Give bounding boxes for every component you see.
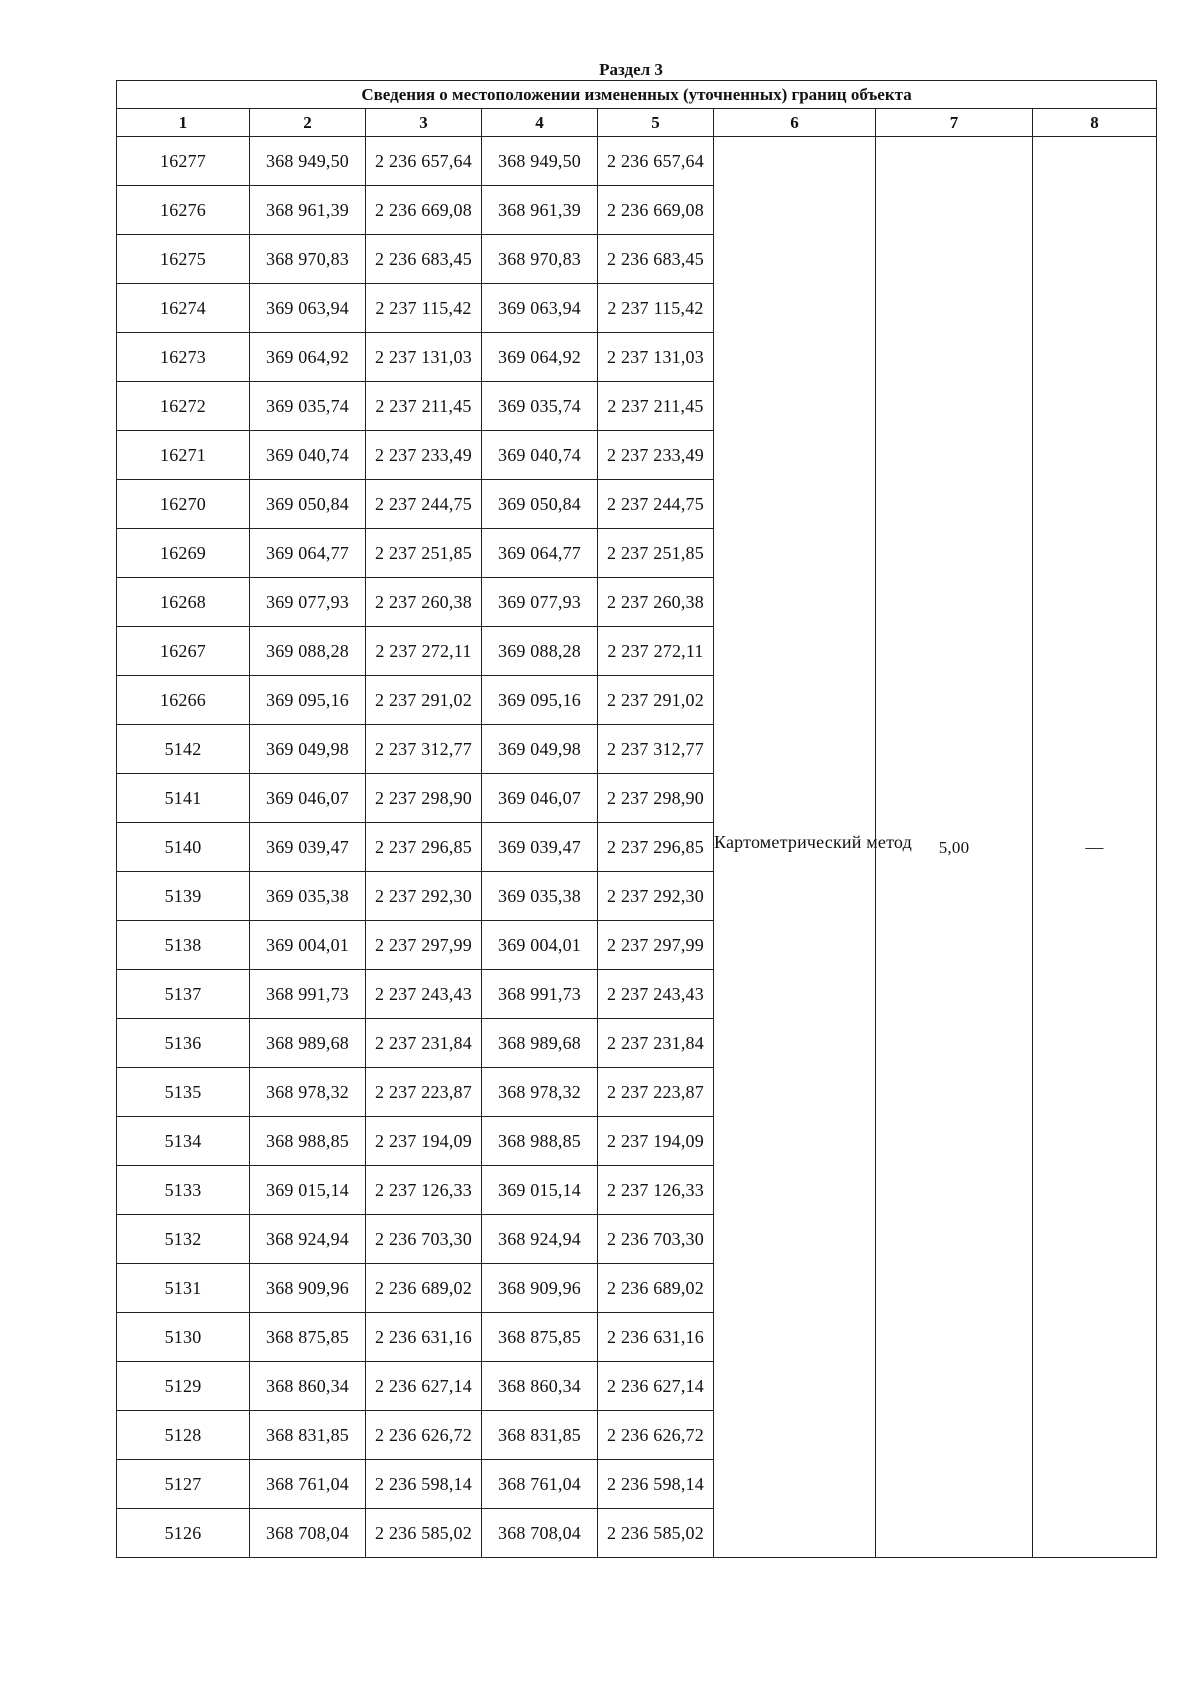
column-number: 7 (876, 109, 1033, 137)
y-existing-cell: 2 237 223,87 (366, 1068, 482, 1117)
y-refined-cell: 2 237 244,75 (598, 480, 714, 529)
y-existing-cell: 2 236 703,30 (366, 1215, 482, 1264)
y-refined-cell: 2 237 292,30 (598, 872, 714, 921)
y-existing-cell: 2 237 312,77 (366, 725, 482, 774)
y-refined-cell: 2 236 598,14 (598, 1460, 714, 1509)
y-refined-cell: 2 237 297,99 (598, 921, 714, 970)
x-existing-cell: 369 004,01 (250, 921, 366, 970)
y-existing-cell: 2 236 657,64 (366, 137, 482, 186)
y-existing-cell: 2 236 631,16 (366, 1313, 482, 1362)
point-number-cell: 5133 (117, 1166, 250, 1215)
column-number: 1 (117, 109, 250, 137)
x-refined-cell: 369 015,14 (482, 1166, 598, 1215)
y-existing-cell: 2 237 260,38 (366, 578, 482, 627)
point-number-cell: 5126 (117, 1509, 250, 1558)
x-refined-cell: 369 035,74 (482, 382, 598, 431)
point-number-cell: 16272 (117, 382, 250, 431)
column-number: 8 (1033, 109, 1157, 137)
x-existing-cell: 369 015,14 (250, 1166, 366, 1215)
x-refined-cell: 369 064,92 (482, 333, 598, 382)
x-existing-cell: 369 049,98 (250, 725, 366, 774)
x-existing-cell: 368 909,96 (250, 1264, 366, 1313)
x-refined-cell: 369 050,84 (482, 480, 598, 529)
y-existing-cell: 2 237 126,33 (366, 1166, 482, 1215)
y-existing-cell: 2 237 251,85 (366, 529, 482, 578)
y-refined-cell: 2 236 631,16 (598, 1313, 714, 1362)
column-number: 5 (598, 109, 714, 137)
y-existing-cell: 2 236 585,02 (366, 1509, 482, 1558)
column-number: 3 (366, 109, 482, 137)
y-existing-cell: 2 237 194,09 (366, 1117, 482, 1166)
y-refined-cell: 2 237 296,85 (598, 823, 714, 872)
y-existing-cell: 2 237 131,03 (366, 333, 482, 382)
x-refined-cell: 369 077,93 (482, 578, 598, 627)
y-existing-cell: 2 237 211,45 (366, 382, 482, 431)
y-refined-cell: 2 237 243,43 (598, 970, 714, 1019)
y-existing-cell: 2 237 244,75 (366, 480, 482, 529)
x-refined-cell: 369 046,07 (482, 774, 598, 823)
x-existing-cell: 369 077,93 (250, 578, 366, 627)
x-refined-cell: 369 049,98 (482, 725, 598, 774)
x-refined-cell: 369 095,16 (482, 676, 598, 725)
point-number-cell: 5127 (117, 1460, 250, 1509)
x-existing-cell: 368 978,32 (250, 1068, 366, 1117)
y-existing-cell: 2 237 292,30 (366, 872, 482, 921)
point-number-cell: 16273 (117, 333, 250, 382)
point-number-cell: 5138 (117, 921, 250, 970)
y-existing-cell: 2 237 298,90 (366, 774, 482, 823)
y-existing-cell: 2 237 296,85 (366, 823, 482, 872)
y-refined-cell: 2 237 260,38 (598, 578, 714, 627)
y-refined-cell: 2 237 194,09 (598, 1117, 714, 1166)
x-existing-cell: 368 970,83 (250, 235, 366, 284)
y-refined-cell: 2 237 291,02 (598, 676, 714, 725)
point-number-cell: 5128 (117, 1411, 250, 1460)
table-title: Сведения о местоположении измененных (уточненных) границ объекта (117, 81, 1157, 109)
table-body (117, 137, 1157, 1558)
point-number-cell: 16268 (117, 578, 250, 627)
point-number-cell: 5136 (117, 1019, 250, 1068)
point-number-cell: 5142 (117, 725, 250, 774)
point-number-cell: 16274 (117, 284, 250, 333)
y-existing-cell: 2 237 297,99 (366, 921, 482, 970)
x-existing-cell: 368 991,73 (250, 970, 366, 1019)
point-number-cell: 5130 (117, 1313, 250, 1362)
x-refined-cell: 368 970,83 (482, 235, 598, 284)
x-refined-cell: 369 063,94 (482, 284, 598, 333)
y-refined-cell: 2 237 115,42 (598, 284, 714, 333)
point-number-cell: 16266 (117, 676, 250, 725)
method-cell: Картометрический метод (714, 137, 876, 1558)
x-existing-cell: 369 088,28 (250, 627, 366, 676)
y-refined-cell: 2 237 223,87 (598, 1068, 714, 1117)
x-existing-cell: 369 095,16 (250, 676, 366, 725)
x-existing-cell: 368 924,94 (250, 1215, 366, 1264)
x-refined-cell: 368 924,94 (482, 1215, 598, 1264)
y-refined-cell: 2 237 251,85 (598, 529, 714, 578)
point-number-cell: 16269 (117, 529, 250, 578)
x-existing-cell: 369 063,94 (250, 284, 366, 333)
x-existing-cell: 368 988,85 (250, 1117, 366, 1166)
x-refined-cell: 368 708,04 (482, 1509, 598, 1558)
y-refined-cell: 2 237 233,49 (598, 431, 714, 480)
y-refined-cell: 2 237 272,11 (598, 627, 714, 676)
x-existing-cell: 368 875,85 (250, 1313, 366, 1362)
x-existing-cell: 369 064,77 (250, 529, 366, 578)
x-refined-cell: 369 088,28 (482, 627, 598, 676)
y-existing-cell: 2 237 233,49 (366, 431, 482, 480)
y-existing-cell: 2 237 272,11 (366, 627, 482, 676)
x-existing-cell: 369 039,47 (250, 823, 366, 872)
point-number-cell: 16275 (117, 235, 250, 284)
point-number-cell: 16276 (117, 186, 250, 235)
x-existing-cell: 369 064,92 (250, 333, 366, 382)
y-refined-cell: 2 237 211,45 (598, 382, 714, 431)
table-row (117, 137, 1157, 186)
x-refined-cell: 369 039,47 (482, 823, 598, 872)
x-existing-cell: 369 050,84 (250, 480, 366, 529)
y-refined-cell: 2 236 703,30 (598, 1215, 714, 1264)
section-heading: Раздел 3 (599, 60, 663, 79)
point-number-cell: 16277 (117, 137, 250, 186)
column-number-row (117, 109, 1157, 137)
x-existing-cell: 368 708,04 (250, 1509, 366, 1558)
x-refined-cell: 368 989,68 (482, 1019, 598, 1068)
boundary-coordinates-table (116, 80, 1157, 1558)
column-8-cell: — (1033, 137, 1157, 1558)
point-number-cell: 5141 (117, 774, 250, 823)
x-existing-cell: 369 040,74 (250, 431, 366, 480)
x-refined-cell: 368 961,39 (482, 186, 598, 235)
y-existing-cell: 2 237 291,02 (366, 676, 482, 725)
x-refined-cell: 369 064,77 (482, 529, 598, 578)
point-number-cell: 16271 (117, 431, 250, 480)
x-existing-cell: 369 035,74 (250, 382, 366, 431)
x-existing-cell: 368 761,04 (250, 1460, 366, 1509)
x-refined-cell: 369 035,38 (482, 872, 598, 921)
y-existing-cell: 2 236 626,72 (366, 1411, 482, 1460)
y-refined-cell: 2 237 312,77 (598, 725, 714, 774)
y-refined-cell: 2 236 683,45 (598, 235, 714, 284)
y-existing-cell: 2 236 627,14 (366, 1362, 482, 1411)
point-number-cell: 5139 (117, 872, 250, 921)
y-refined-cell: 2 236 626,72 (598, 1411, 714, 1460)
x-refined-cell: 368 991,73 (482, 970, 598, 1019)
x-refined-cell: 368 875,85 (482, 1313, 598, 1362)
x-existing-cell: 369 035,38 (250, 872, 366, 921)
y-refined-cell: 2 236 689,02 (598, 1264, 714, 1313)
y-existing-cell: 2 237 115,42 (366, 284, 482, 333)
x-refined-cell: 368 909,96 (482, 1264, 598, 1313)
point-number-cell: 5131 (117, 1264, 250, 1313)
column-number: 6 (714, 109, 876, 137)
y-refined-cell: 2 237 126,33 (598, 1166, 714, 1215)
y-existing-cell: 2 237 243,43 (366, 970, 482, 1019)
y-refined-cell: 2 237 131,03 (598, 333, 714, 382)
x-existing-cell: 368 949,50 (250, 137, 366, 186)
column-number: 4 (482, 109, 598, 137)
y-existing-cell: 2 236 669,08 (366, 186, 482, 235)
column-number: 2 (250, 109, 366, 137)
point-number-cell: 5137 (117, 970, 250, 1019)
y-refined-cell: 2 236 657,64 (598, 137, 714, 186)
accuracy-cell: 5,00 (876, 137, 1033, 1558)
y-refined-cell: 2 236 627,14 (598, 1362, 714, 1411)
x-existing-cell: 368 961,39 (250, 186, 366, 235)
point-number-cell: 16270 (117, 480, 250, 529)
y-existing-cell: 2 237 231,84 (366, 1019, 482, 1068)
x-refined-cell: 368 988,85 (482, 1117, 598, 1166)
x-refined-cell: 368 860,34 (482, 1362, 598, 1411)
x-refined-cell: 368 978,32 (482, 1068, 598, 1117)
y-refined-cell: 2 237 231,84 (598, 1019, 714, 1068)
y-refined-cell: 2 237 298,90 (598, 774, 714, 823)
x-refined-cell: 368 949,50 (482, 137, 598, 186)
x-refined-cell: 368 761,04 (482, 1460, 598, 1509)
point-number-cell: 5129 (117, 1362, 250, 1411)
point-number-cell: 5134 (117, 1117, 250, 1166)
point-number-cell: 5140 (117, 823, 250, 872)
x-refined-cell: 369 040,74 (482, 431, 598, 480)
point-number-cell: 5135 (117, 1068, 250, 1117)
x-existing-cell: 369 046,07 (250, 774, 366, 823)
y-existing-cell: 2 236 683,45 (366, 235, 482, 284)
point-number-cell: 5132 (117, 1215, 250, 1264)
x-existing-cell: 368 989,68 (250, 1019, 366, 1068)
point-number-cell: 16267 (117, 627, 250, 676)
y-refined-cell: 2 236 669,08 (598, 186, 714, 235)
y-existing-cell: 2 236 689,02 (366, 1264, 482, 1313)
x-refined-cell: 369 004,01 (482, 921, 598, 970)
x-refined-cell: 368 831,85 (482, 1411, 598, 1460)
x-existing-cell: 368 831,85 (250, 1411, 366, 1460)
x-existing-cell: 368 860,34 (250, 1362, 366, 1411)
y-refined-cell: 2 236 585,02 (598, 1509, 714, 1558)
y-existing-cell: 2 236 598,14 (366, 1460, 482, 1509)
